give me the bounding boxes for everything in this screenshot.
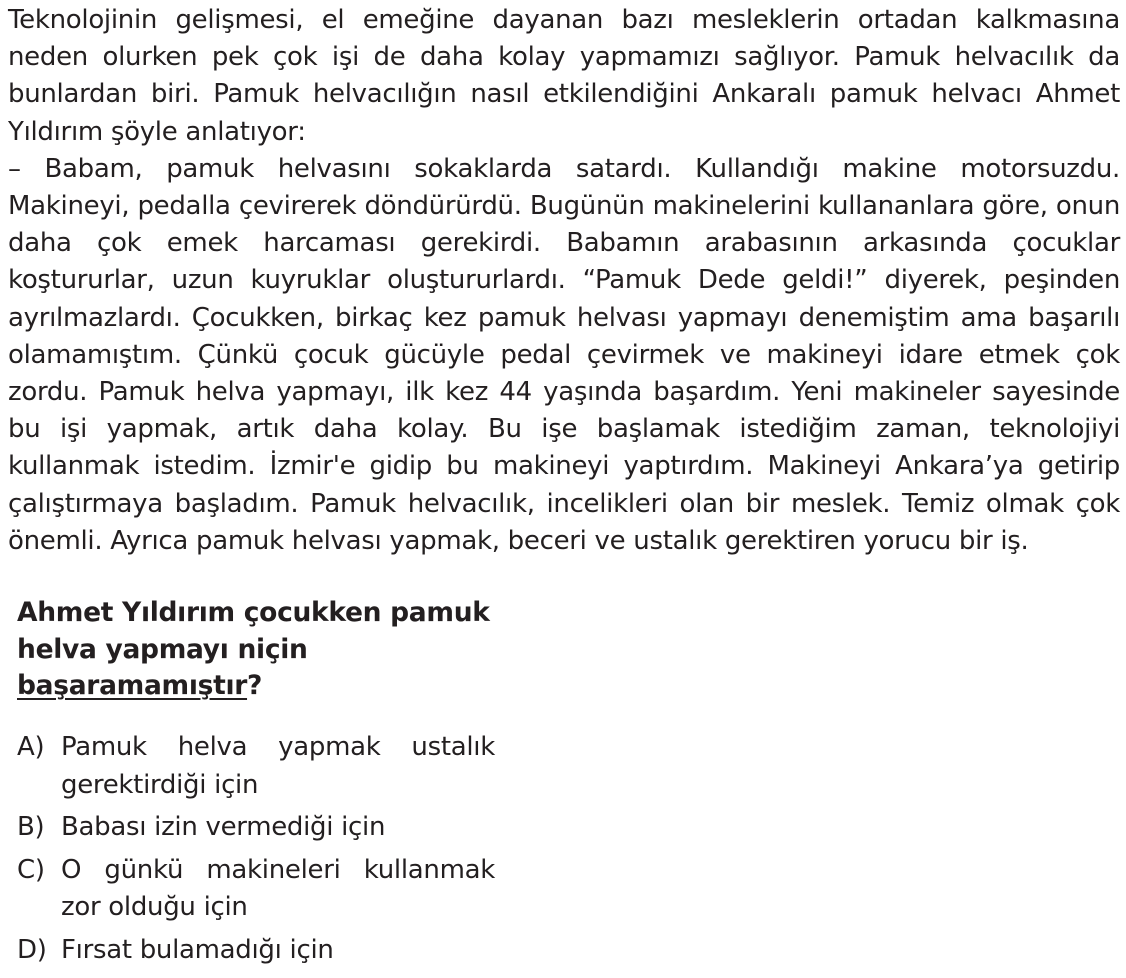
- question-stem: [17, 595, 495, 705]
- question-underlined-word: başaramamıştır: [17, 670, 248, 701]
- passage-quote: – Babam, pamuk helvasını sokaklarda satardı. Kullandığı makine motorsuzdu. Makineyi, pedalla çevirerek döndürürdü. Bugünün makinelerini kullananlara göre, onun daha çok emek harcaması gerekirdi. Babamın arabasının arkasında çocuklar koştururlar, uzun kuyruklar oluştururlardı. “Pamuk Dede geldi!” diyerek, peşinden ayrılmazlardı. Çocukken, birkaç kez pamuk helvası yapmayı denemiştim ama başarılı olamamıştım. Çünkü çocuk gücüyle pedal çevirmek ve makineyi idare etmek çok zordu. Pamuk helva yapmayı, ilk kez 44 yaşında başardım. Yeni makineler sayesinde bu işi yapmak, artık daha kolay. Bu işe başlamak istediğim zaman, teknolojiyi kullanmak istedim. İzmir'e gidip bu makineyi yaptırdım. Makineyi Ankara’ya getirip çalıştırmaya başladım. Pamuk helvacılık, incelikleri olan bir meslek. Temiz olmak çok önemli. Ayrıca pamuk helvası yapmak, beceri ve ustalık gerektiren yorucu bir iş.: [8, 153, 1120, 556]
- passage-intro: Teknolojinin gelişmesi, el emeğine dayanan bazı mesleklerin ortadan kalkmasına neden olurken pek çok işi de daha kolay yapmamızı sağlıyor. Pamuk helvacılık da bunlardan biri. Pamuk helvacılığın nasıl etkilendiğini Ankaralı pamuk helvacı Ahmet Yıldırım şöyle anlatıyor:: [8, 5, 1120, 147]
- option-a-text: Pamuk helva yapmak ustalık gerektirdiği için: [61, 732, 495, 800]
- answer-options: [17, 729, 495, 974]
- option-b[interactable]: [17, 809, 495, 847]
- question-text: Ahmet Yıldırım çocukken pamuk helva yapmayı niçin: [17, 597, 490, 665]
- option-c[interactable]: [17, 852, 495, 927]
- option-d[interactable]: [17, 932, 495, 970]
- reading-passage: [8, 2, 1120, 560]
- option-c-text: O günkü makineleri kullanmak zor olduğu için: [61, 854, 495, 922]
- option-a[interactable]: [17, 729, 495, 804]
- question-mark: ?: [247, 670, 263, 701]
- option-b-text: Babası izin vermediği için: [61, 812, 386, 842]
- option-a-letter: A): [17, 732, 45, 762]
- option-d-letter: D): [17, 934, 47, 965]
- option-d-text: Fırsat bulamadığı için: [61, 934, 334, 965]
- option-b-letter: B): [17, 812, 45, 842]
- option-c-letter: C): [17, 854, 45, 885]
